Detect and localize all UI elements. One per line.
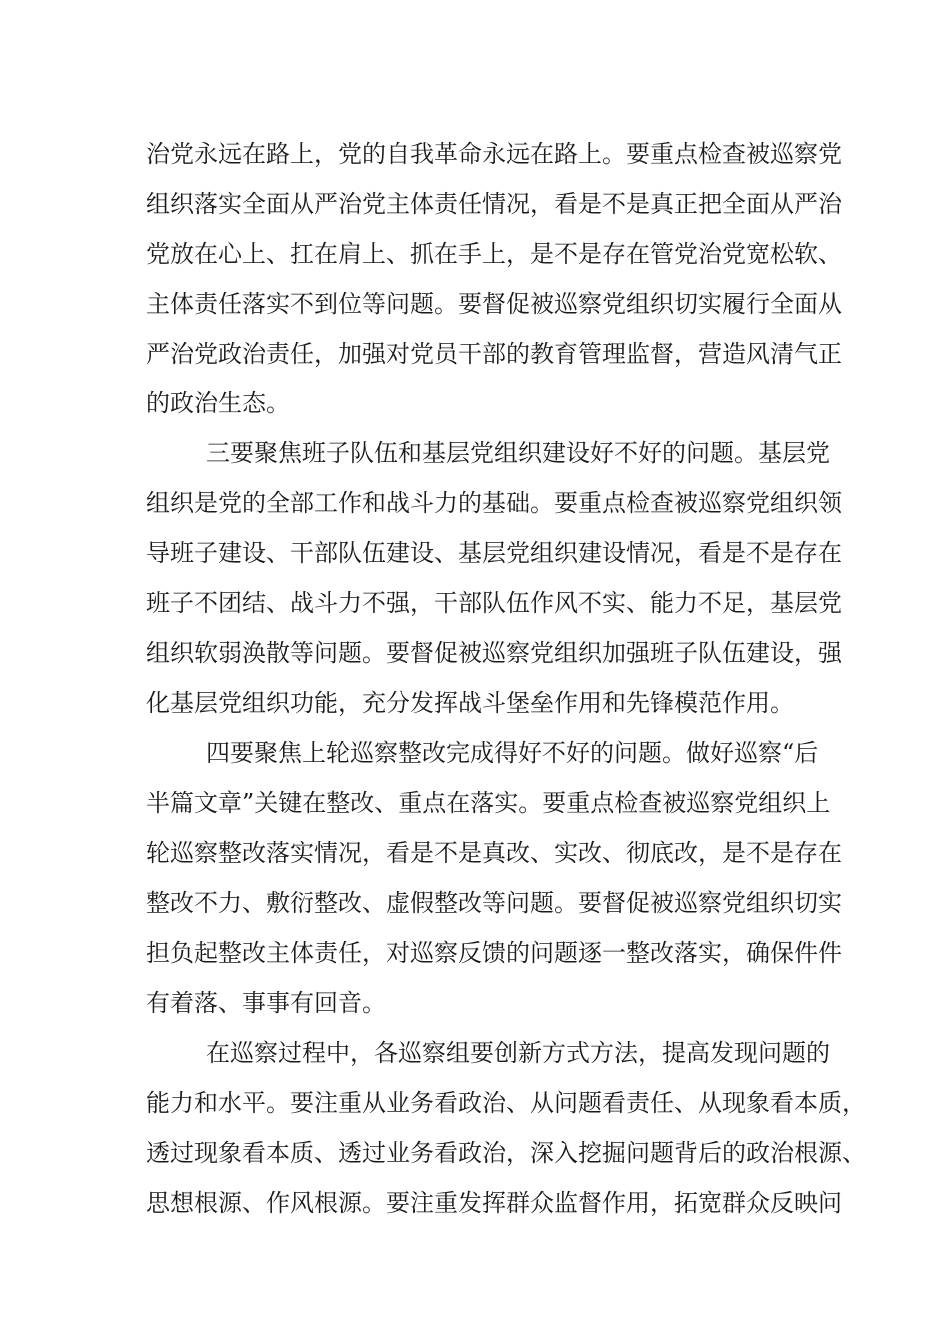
text-line: 有着落、事事有回音。 xyxy=(146,989,386,1017)
text-line: 透过现象看本质、透过业务看政治，深入挖掘问题背后的政治根源、 xyxy=(146,1139,866,1167)
text-line: 轮巡察整改落实情况，看是不是真改、实改、彻底改，是不是存在 xyxy=(146,839,842,867)
text-line: 半篇文章”关键在整改、重点在落实。要重点检查被巡察党组织上 xyxy=(146,789,831,817)
text-line: 主体责任落实不到位等问题。要督促被巡察党组织切实履行全面从 xyxy=(146,290,842,318)
text-line: 担负起整改主体责任，对巡察反馈的问题逐一整改落实，确保件件 xyxy=(146,939,842,967)
text-line: 严治党政治责任，加强对党员干部的教育管理监督，营造风清气正 xyxy=(146,340,842,368)
text-line: 的政治生态。 xyxy=(146,389,290,417)
text-line: 治党永远在路上，党的自我革命永远在路上。要重点检查被巡察党 xyxy=(146,140,842,168)
paragraph-first-line: 三要聚焦班子队伍和基层党组织建设好不好的问题。基层党 xyxy=(206,439,830,467)
text-line: 导班子建设、干部队伍建设、基层党组织建设情况，看是不是存在 xyxy=(146,539,842,567)
text-line: 组织落实全面从严治党主体责任情况，看是不是真正把全面从严治 xyxy=(146,190,842,218)
text-line: 班子不团结、战斗力不强，干部队伍作风不实、能力不足，基层党 xyxy=(146,589,842,617)
text-line: 党放在心上、扛在肩上、抓在手上，是不是存在管党治党宽松软、 xyxy=(146,240,842,268)
text-line: 组织软弱涣散等问题。要督促被巡察党组织加强班子队伍建设，强 xyxy=(146,639,842,667)
paragraph-first-line: 在巡察过程中，各巡察组要创新方式方法，提高发现问题的 xyxy=(206,1039,830,1067)
text-line: 整改不力、敷衍整改、虚假整改等问题。要督促被巡察党组织切实 xyxy=(146,889,842,917)
paragraph-first-line: 四要聚焦上轮巡察整改完成得好不好的问题。做好巡察“后 xyxy=(206,739,819,767)
text-line: 化基层党组织功能，充分发挥战斗堡垒作用和先锋模范作用。 xyxy=(146,689,794,717)
text-line: 思想根源、作风根源。要注重发挥群众监督作用，拓宽群众反映问 xyxy=(146,1189,842,1217)
text-line: 组织是党的全部工作和战斗力的基础。要重点检查被巡察党组织领 xyxy=(146,489,842,517)
text-line: 能力和水平。要注重从业务看政治、从问题看责任、从现象看本质， xyxy=(146,1089,866,1117)
